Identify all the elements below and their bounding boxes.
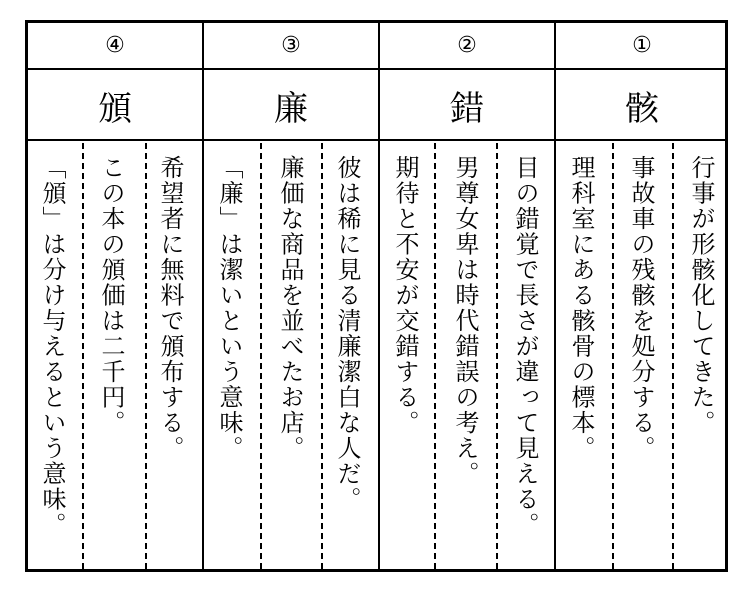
example-sentence: 彼は稀に見る清廉潔白な人だ。 — [333, 155, 361, 512]
dashed-separator — [145, 143, 147, 569]
example-sentence: 希望者に無料で頒布する。 — [156, 155, 184, 461]
column-number-2: ② — [457, 33, 477, 58]
column-number-4: ④ — [105, 33, 125, 58]
dashed-separator — [672, 143, 674, 569]
kanji-heading-han: 頒 — [98, 88, 132, 129]
kanji-table — [25, 20, 728, 572]
example-sentence: 目の錯覚で長さが違って見える。 — [511, 155, 539, 538]
column-number-3: ③ — [281, 33, 301, 58]
dashed-separator — [496, 143, 498, 569]
dashed-separator — [82, 143, 84, 569]
dashed-separator — [260, 143, 262, 569]
example-sentence: 「廉」は潔いという意味。 — [215, 155, 243, 461]
kanji-heading-saku: 錯 — [450, 88, 484, 129]
dashed-separator — [321, 143, 323, 569]
example-sentence: 「頒」は分け与えるという意味。 — [38, 155, 66, 538]
example-sentence: 理科室にある骸骨の標本。 — [567, 155, 595, 461]
example-sentence: 男尊女卑は時代錯誤の考え。 — [451, 155, 479, 487]
example-sentence: 期待と不安が交錯する。 — [391, 155, 419, 436]
dashed-separator — [434, 143, 436, 569]
example-sentence: 廉価な商品を並べたお店。 — [276, 155, 304, 461]
example-sentence: この本の頒価は二千円。 — [97, 155, 125, 436]
column-number-1: ① — [632, 33, 652, 58]
dashed-separator — [612, 143, 614, 569]
kanji-heading-gai: 骸 — [625, 88, 659, 129]
kanji-heading-ren: 廉 — [274, 88, 308, 129]
example-sentence: 行事が形骸化してきた。 — [687, 155, 715, 436]
example-sentence: 事故車の残骸を処分する。 — [627, 155, 655, 461]
